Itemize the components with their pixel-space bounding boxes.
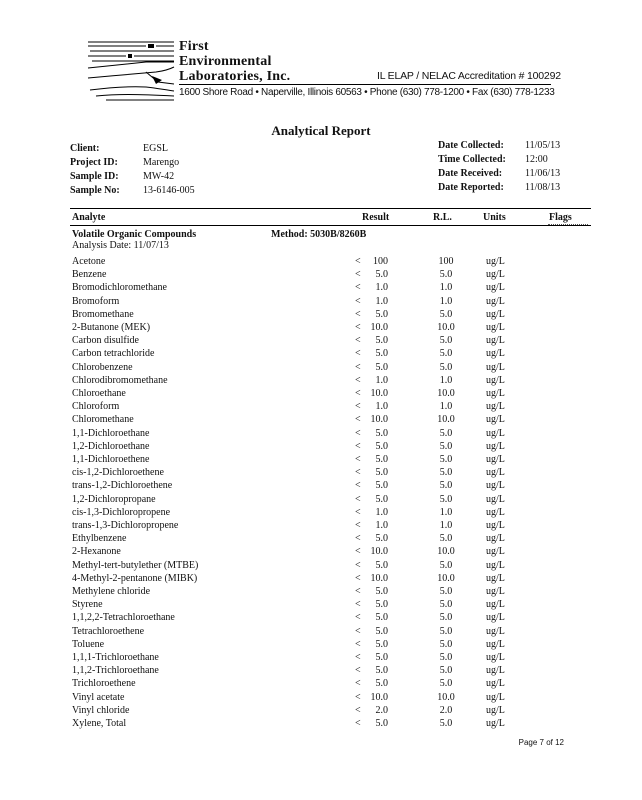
analyte-name: Bromoform <box>72 295 120 307</box>
less-than-sign: < <box>355 322 361 333</box>
units-value: ug/L <box>486 269 505 281</box>
result-value: 5.0 <box>375 586 388 597</box>
less-than-sign: < <box>355 427 361 439</box>
units-value: ug/L <box>486 414 505 426</box>
less-than-sign: < <box>355 652 361 663</box>
table-row <box>0 664 642 677</box>
table-row <box>0 334 642 347</box>
reporting-limit: 10.0 <box>437 388 455 399</box>
company-name-line1: First <box>179 39 209 54</box>
table-row <box>0 427 642 440</box>
less-than-sign: < <box>355 454 361 465</box>
client-value: EGSL <box>143 143 168 154</box>
reporting-limit: 5.0 <box>439 559 453 571</box>
reporting-limit: 5.0 <box>439 625 453 637</box>
units-value: ug/L <box>486 704 505 716</box>
reporting-limit: 10.0 <box>437 414 455 426</box>
less-than-sign: < <box>355 533 361 545</box>
section-name: Volatile Organic Compounds <box>72 229 197 240</box>
analyte-name: Methylene chloride <box>72 586 151 597</box>
units-value: ug/L <box>486 401 505 413</box>
units-value: ug/L <box>486 308 505 320</box>
units-value: ug/L <box>486 335 505 347</box>
result-value: 5.0 <box>375 678 388 690</box>
sample-no-value: 13-6146-005 <box>143 185 195 196</box>
analyte-name: 2-Hexanone <box>72 546 121 558</box>
table-row <box>0 308 642 321</box>
result-value: 5.0 <box>375 599 388 611</box>
reporting-limit: 5.0 <box>439 440 453 452</box>
less-than-sign: < <box>355 282 361 294</box>
reporting-limit: 5.0 <box>439 586 453 597</box>
analyte-name: Chloroform <box>72 401 120 413</box>
table-row <box>0 387 642 400</box>
date-reported-value: 11/08/13 <box>525 182 561 193</box>
units-value: ug/L <box>486 572 505 584</box>
less-than-sign: < <box>355 599 361 611</box>
units-value: ug/L <box>486 559 505 571</box>
less-than-sign: < <box>355 691 361 703</box>
less-than-sign: < <box>355 335 361 347</box>
reporting-limit: 5.0 <box>439 638 453 650</box>
table-row <box>0 347 642 360</box>
table-row <box>0 704 642 717</box>
units-value: ug/L <box>486 718 505 729</box>
result-value: 10.0 <box>370 414 388 426</box>
table-row <box>0 717 642 730</box>
analyte-name: 1,1,2,2-Tetrachloroethane <box>72 612 175 624</box>
col-rl: R.L. <box>433 212 452 223</box>
analyte-name: 1,1,2-Trichloroethane <box>72 665 159 677</box>
result-value: 5.0 <box>375 440 388 452</box>
less-than-sign: < <box>355 546 361 558</box>
table-row <box>0 691 642 704</box>
analyte-name: Chloroethane <box>72 388 126 399</box>
less-than-sign: < <box>355 295 361 307</box>
flags-dotted-rule <box>548 224 588 225</box>
result-value: 1.0 <box>375 282 388 294</box>
reporting-limit: 5.0 <box>439 493 453 505</box>
result-value: 5.0 <box>375 559 388 571</box>
table-row <box>0 572 642 585</box>
table-row <box>0 625 642 638</box>
section-method: Method: 5030B/8260B <box>271 229 367 240</box>
analyte-name: Toluene <box>72 638 105 650</box>
result-value: 10.0 <box>370 572 388 584</box>
table-row <box>0 506 642 519</box>
units-value: ug/L <box>486 678 505 690</box>
less-than-sign: < <box>355 467 361 479</box>
result-value: 5.0 <box>375 454 388 465</box>
less-than-sign: < <box>355 374 361 386</box>
units-value: ug/L <box>486 256 505 267</box>
analyte-name: 1,1,1-Trichloroethane <box>72 652 159 663</box>
less-than-sign: < <box>355 586 361 597</box>
time-collected-value: 12:00 <box>525 154 548 165</box>
units-value: ug/L <box>486 454 505 465</box>
result-value: 5.0 <box>375 612 388 624</box>
analyte-name: Bromodichloromethane <box>72 282 167 294</box>
result-value: 100 <box>373 256 388 267</box>
page-number: Page 7 of 12 <box>518 738 564 747</box>
units-value: ug/L <box>486 361 505 373</box>
reporting-limit: 5.0 <box>439 718 453 729</box>
table-header-rule <box>70 225 591 226</box>
reporting-limit: 5.0 <box>439 361 453 373</box>
col-units: Units <box>483 212 506 223</box>
analyte-name: 1,2-Dichloropropane <box>72 493 156 505</box>
less-than-sign: < <box>355 520 361 531</box>
table-row <box>0 532 642 545</box>
date-received-label: Date Received: <box>438 168 503 179</box>
units-value: ug/L <box>486 388 505 399</box>
reporting-limit: 5.0 <box>439 427 453 439</box>
units-value: ug/L <box>486 599 505 611</box>
table-row <box>0 413 642 426</box>
result-value: 10.0 <box>370 546 388 558</box>
table-row <box>0 268 642 281</box>
units-value: ug/L <box>486 665 505 677</box>
analyte-name: 4-Methyl-2-pentanone (MIBK) <box>72 572 198 584</box>
less-than-sign: < <box>355 414 361 426</box>
table-row <box>0 493 642 506</box>
reporting-limit: 1.0 <box>439 520 453 531</box>
units-value: ug/L <box>486 440 505 452</box>
reporting-limit: 5.0 <box>439 665 453 677</box>
result-value: 1.0 <box>375 374 388 386</box>
analyte-name: cis-1,2-Dichloroethene <box>72 467 164 479</box>
result-value: 1.0 <box>375 520 388 531</box>
result-value: 2.0 <box>375 704 388 716</box>
table-row <box>0 598 642 611</box>
company-name-line3: Laboratories, Inc. <box>179 69 291 84</box>
units-value: ug/L <box>486 348 505 360</box>
col-result: Result <box>362 212 390 223</box>
reporting-limit: 5.0 <box>439 335 453 347</box>
less-than-sign: < <box>355 665 361 677</box>
analyte-name: Ethylbenzene <box>72 533 127 545</box>
less-than-sign: < <box>355 718 361 729</box>
reporting-limit: 100 <box>438 256 454 267</box>
table-row <box>0 677 642 690</box>
less-than-sign: < <box>355 506 361 518</box>
units-value: ug/L <box>486 652 505 663</box>
table-row <box>0 519 642 532</box>
analyte-name: trans-1,2-Dichloroethene <box>72 480 173 492</box>
analyte-name: Chlorodibromomethane <box>72 374 168 386</box>
result-value: 5.0 <box>375 533 388 545</box>
date-collected-label: Date Collected: <box>438 140 504 151</box>
table-row <box>0 281 642 294</box>
sample-id-label: Sample ID: <box>70 171 119 182</box>
result-value: 5.0 <box>375 269 388 281</box>
reporting-limit: 1.0 <box>439 295 453 307</box>
reporting-limit: 5.0 <box>439 678 453 690</box>
analyte-name: Benzene <box>72 269 107 281</box>
result-value: 5.0 <box>375 348 388 360</box>
units-value: ug/L <box>486 546 505 558</box>
table-row <box>0 651 642 664</box>
analyte-name: 2-Butanone (MEK) <box>72 322 151 333</box>
analyte-name: Methyl-tert-butylether (MTBE) <box>72 559 199 571</box>
less-than-sign: < <box>355 612 361 624</box>
analyte-name: Styrene <box>72 599 103 611</box>
company-logo <box>86 38 178 108</box>
less-than-sign: < <box>355 704 361 716</box>
result-value: 5.0 <box>375 625 388 637</box>
units-value: ug/L <box>486 467 505 479</box>
analyte-name: trans-1,3-Dichloropropene <box>72 520 179 531</box>
units-value: ug/L <box>486 322 505 333</box>
analyte-name: Carbon disulfide <box>72 335 139 347</box>
result-value: 5.0 <box>375 718 388 729</box>
analyte-name: 1,2-Dichloroethane <box>72 440 150 452</box>
reporting-limit: 1.0 <box>439 374 453 386</box>
less-than-sign: < <box>355 361 361 373</box>
table-row <box>0 545 642 558</box>
company-name-line2: Environmental <box>179 54 272 69</box>
accreditation: IL ELAP / NELAC Accreditation # 100292 <box>377 70 561 82</box>
reporting-limit: 10.0 <box>437 572 455 584</box>
date-collected-value: 11/05/13 <box>525 140 561 151</box>
less-than-sign: < <box>355 572 361 584</box>
units-value: ug/L <box>486 586 505 597</box>
result-value: 10.0 <box>370 322 388 333</box>
analyte-name: Carbon tetrachloride <box>72 348 155 360</box>
result-value: 1.0 <box>375 295 388 307</box>
reporting-limit: 5.0 <box>439 454 453 465</box>
project-id-label: Project ID: <box>70 157 118 168</box>
result-value: 1.0 <box>375 401 388 413</box>
less-than-sign: < <box>355 348 361 360</box>
analysis-date: Analysis Date: 11/07/13 <box>72 240 169 251</box>
units-value: ug/L <box>486 295 505 307</box>
less-than-sign: < <box>355 308 361 320</box>
units-value: ug/L <box>486 520 505 531</box>
table-row <box>0 321 642 334</box>
units-value: ug/L <box>486 638 505 650</box>
analyte-name: 1,1-Dichloroethane <box>72 427 150 439</box>
reporting-limit: 5.0 <box>439 612 453 624</box>
units-value: ug/L <box>486 282 505 294</box>
table-top-rule <box>70 208 591 209</box>
reporting-limit: 5.0 <box>439 533 453 545</box>
units-value: ug/L <box>486 480 505 492</box>
sample-no-label: Sample No: <box>70 185 120 196</box>
sample-id-value: MW-42 <box>143 171 175 182</box>
result-value: 10.0 <box>370 388 388 399</box>
units-value: ug/L <box>486 625 505 637</box>
units-value: ug/L <box>486 374 505 386</box>
units-value: ug/L <box>486 533 505 545</box>
analyte-name: Bromomethane <box>72 308 134 320</box>
col-flags: Flags <box>549 212 572 223</box>
reporting-limit: 5.0 <box>439 348 453 360</box>
less-than-sign: < <box>355 678 361 690</box>
reporting-limit: 1.0 <box>439 506 453 518</box>
result-value: 5.0 <box>375 652 388 663</box>
client-label: Client: <box>70 143 100 154</box>
less-than-sign: < <box>355 256 361 267</box>
result-value: 5.0 <box>375 638 388 650</box>
reporting-limit: 5.0 <box>439 269 453 281</box>
less-than-sign: < <box>355 401 361 413</box>
table-row <box>0 295 642 308</box>
units-value: ug/L <box>486 493 505 505</box>
units-value: ug/L <box>486 506 505 518</box>
table-row <box>0 611 642 624</box>
analyte-name: Acetone <box>72 256 106 267</box>
table-row <box>0 585 642 598</box>
less-than-sign: < <box>355 269 361 281</box>
table-row <box>0 400 642 413</box>
reporting-limit: 2.0 <box>439 704 453 716</box>
report-title: Analytical Report <box>271 123 371 138</box>
analyte-name: Chloromethane <box>72 414 134 426</box>
date-received-value: 11/06/13 <box>525 168 561 179</box>
units-value: ug/L <box>486 691 505 703</box>
result-value: 10.0 <box>370 691 388 703</box>
project-id-value: Marengo <box>143 157 180 168</box>
table-row <box>0 361 642 374</box>
result-value: 5.0 <box>375 480 388 492</box>
table-row <box>0 479 642 492</box>
result-value: 5.0 <box>375 467 388 479</box>
table-row <box>0 440 642 453</box>
units-value: ug/L <box>486 427 505 439</box>
table-row <box>0 559 642 572</box>
reporting-limit: 1.0 <box>439 282 453 294</box>
reporting-limit: 5.0 <box>439 308 453 320</box>
col-analyte: Analyte <box>72 212 106 223</box>
table-row <box>0 255 642 268</box>
less-than-sign: < <box>355 638 361 650</box>
analyte-name: Vinyl chloride <box>72 704 130 716</box>
table-row <box>0 466 642 479</box>
reporting-limit: 5.0 <box>439 599 453 611</box>
reporting-limit: 10.0 <box>437 546 455 558</box>
less-than-sign: < <box>355 493 361 505</box>
analyte-name: Xylene, Total <box>72 718 127 729</box>
analyte-name: Trichloroethene <box>72 678 136 690</box>
result-value: 5.0 <box>375 493 388 505</box>
less-than-sign: < <box>355 480 361 492</box>
result-value: 5.0 <box>375 361 388 373</box>
reporting-limit: 5.0 <box>439 467 453 479</box>
date-reported-label: Date Reported: <box>438 182 504 193</box>
header-rule <box>179 84 551 85</box>
time-collected-label: Time Collected: <box>438 154 506 165</box>
less-than-sign: < <box>355 388 361 399</box>
result-value: 5.0 <box>375 335 388 347</box>
table-row <box>0 374 642 387</box>
reporting-limit: 1.0 <box>439 401 453 413</box>
table-row <box>0 453 642 466</box>
reporting-limit: 10.0 <box>437 691 455 703</box>
units-value: ug/L <box>486 612 505 624</box>
result-value: 5.0 <box>375 308 388 320</box>
analyte-name: cis-1,3-Dichloropropene <box>72 506 171 518</box>
analyte-name: Tetrachloroethene <box>72 625 145 637</box>
reporting-limit: 5.0 <box>439 480 453 492</box>
result-value: 5.0 <box>375 427 388 439</box>
less-than-sign: < <box>355 440 361 452</box>
reporting-limit: 10.0 <box>437 322 455 333</box>
analyte-name: Vinyl acetate <box>72 691 125 703</box>
less-than-sign: < <box>355 625 361 637</box>
table-row <box>0 638 642 651</box>
company-address: 1600 Shore Road • Naperville, Illinois 60563 • Phone (630) 778-1200 • Fax (630) 778-1233 <box>179 87 555 98</box>
analyte-name: Chlorobenzene <box>72 361 133 373</box>
analyte-name: 1,1-Dichloroethene <box>72 454 150 465</box>
result-value: 5.0 <box>375 665 388 677</box>
result-value: 1.0 <box>375 506 388 518</box>
reporting-limit: 5.0 <box>439 652 453 663</box>
less-than-sign: < <box>355 559 361 571</box>
